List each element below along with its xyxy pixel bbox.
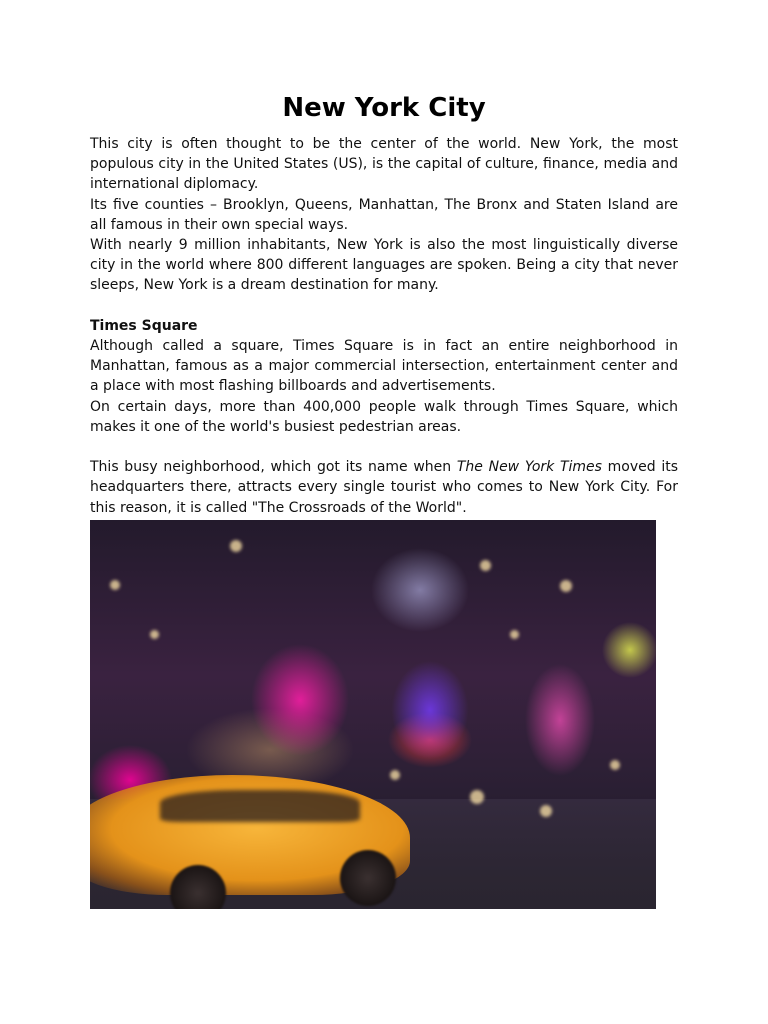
photo-bokeh <box>230 540 242 552</box>
photo-bokeh <box>150 630 159 639</box>
spacer <box>90 437 678 457</box>
photo-bokeh <box>390 770 400 780</box>
section-heading: Times Square <box>90 317 198 334</box>
photo-bokeh <box>110 580 120 590</box>
photo-taxi-window <box>160 790 360 822</box>
photo-bokeh <box>470 790 484 804</box>
photo-bokeh <box>510 630 519 639</box>
intro-paragraph-2: Its five counties – Brooklyn, Queens, Manhattan, The Bronx and Staten Island are all famous in their own special ways. <box>90 196 678 233</box>
times-square-photo <box>90 520 656 909</box>
document-page <box>90 92 678 909</box>
paragraph-text: This busy neighborhood, which got its name when <box>90 459 457 476</box>
paragraph-text: moved its headquarters there, attracts every single tourist who comes to New York City. For this reason, it is called "The Crossroads of the World". <box>90 459 679 516</box>
times-square-paragraph-2: On certain days, more than 400,000 people walk through Times Square, which makes it one of the world's busiest pedestrian areas. <box>90 398 678 435</box>
photo-bokeh <box>480 560 491 571</box>
photo-bokeh <box>560 580 572 592</box>
times-square-paragraph-1: Although called a square, Times Square is in fact an entire neighborhood in Manhattan, famous as a major commercial intersection, entertainment center and a place with most flashing billboards and advertisements. <box>90 338 678 395</box>
photo-taxi-wheel <box>340 850 396 906</box>
newspaper-title: The New York Times <box>456 459 602 476</box>
page-title: New York City <box>282 93 486 123</box>
photo-bokeh <box>610 760 620 770</box>
times-square-paragraph-3 <box>90 457 678 518</box>
photo-bokeh <box>540 805 552 817</box>
spacer <box>90 296 678 316</box>
intro-paragraph-3: With nearly 9 million inhabitants, New York is also the most linguistically diverse city in the world where 800 different languages are spoken. Being a city that never sleeps, New York is a dream destination for many. <box>90 237 678 294</box>
intro-paragraph-1: This city is often thought to be the center of the world. New York, the most populous city in the United States (US), is the capital of culture, finance, media and international diplomacy. <box>90 136 678 193</box>
